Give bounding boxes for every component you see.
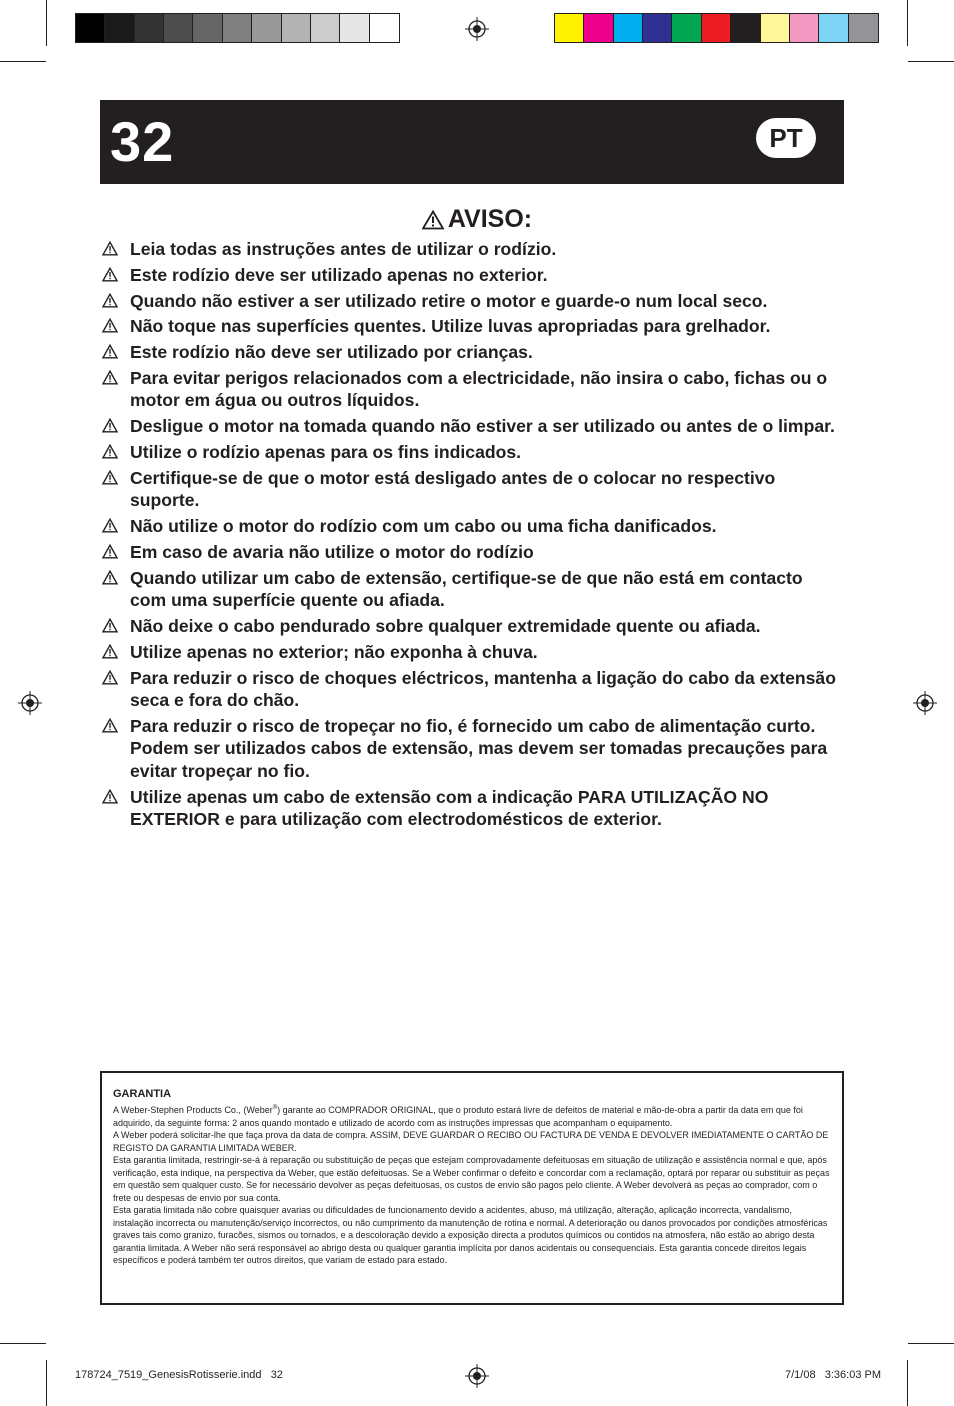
warning-text: Em caso de avaria não utilize o motor do rodízio [130, 541, 534, 562]
color-swatch [164, 14, 193, 42]
crop-mark [0, 61, 46, 62]
page-header [100, 100, 844, 184]
warning-triangle-icon [102, 267, 118, 282]
warning-item [100, 715, 840, 783]
warning-text: Leia todas as instruções antes de utilizar o rodízio. [130, 239, 557, 259]
warning-item [100, 441, 840, 464]
color-swatch [193, 14, 222, 42]
warranty-text: A Weber-Stephen Products Co., (Weber [113, 1105, 273, 1115]
color-swatch [702, 14, 731, 42]
language-badge: PT [756, 118, 816, 158]
warranty-box [100, 1071, 844, 1305]
warning-title [0, 204, 954, 234]
warning-item [100, 238, 840, 261]
crop-mark [907, 1360, 908, 1406]
warning-title-text: AVISO: [447, 205, 533, 233]
color-swatch [819, 14, 848, 42]
warning-triangle-icon [102, 241, 118, 256]
warning-triangle-icon [102, 470, 118, 485]
color-swatch [790, 14, 819, 42]
warning-item [100, 615, 840, 638]
warning-text: Utilize o rodízio apenas para os fins indicados. [130, 442, 522, 463]
slug-timestamp: 7/1/08 3:36:03 PM [784, 1369, 881, 1381]
color-swatch [311, 14, 340, 42]
registered-mark: ® [272, 1105, 278, 1111]
slug-filename: 178724_7519_GenesisRotisserie.indd 32 [75, 1369, 283, 1381]
warning-text: Utilize apenas um cabo de extensão com a indicação PARA UTILIZAÇÃO NO EXTERIOR e para utilização com electrodomésticos de exterior. [130, 786, 769, 830]
registration-mark-icon [913, 691, 937, 715]
crop-mark [907, 0, 908, 46]
registration-mark-icon [465, 1364, 489, 1388]
warning-text: Quando não estiver a ser utilizado retire o motor e guarde-o num local seco. [130, 290, 768, 311]
color-swatch [672, 14, 701, 42]
warning-item [100, 341, 840, 364]
warning-text: Quando utilizar um cabo de extensão, certifique-se de que não está em contacto com uma superfície quente ou afiada. [130, 567, 803, 611]
warranty-paragraph: Esta garatia limitada não cobre quaisquer avarias ou dificuldades de funcionamento devido a acidentes, abuso, má utilização, alteração, aplicação incorrecta, vandalismo, instalação incorrecta ou manutenção/serviço incorrectos, ou não cumprimento da manutenção de rotina e normal. A deterioração ou danos provocados por condições atmosféricas graves tais como granizo, furacões, sismos ou tornados, e a descoloração devido a exposição directa a produtos químicos ou contidos na atmosfera, não estão ao abrigo desta garantia limitada. A Weber não será responsável ao abrigo desta ou qualquer garantia implícita por danos acidentais ou consequenciais. Esta garantia concede direitos legais específicos e poderá também ter outros direitos, que variam de estado para estado. [113, 1205, 828, 1265]
warning-item [100, 641, 840, 664]
warranty-paragraph: Esta garantia limitada, restringir-se-á à reparação ou substituição de peças que estejam comprovadamente defeituosas em situação de utilização e assistência normal e que, após verificação, esta indique, na perspectiva da Weber, que estão defeituosas. Se a Weber confirmar o defeito e concordar com a reclamação, optará por reparar ou substituir as peças em questão sem qualquer custo. Se for necessário devolver as peças defeituosas, os custos de envio são pagos pelo cliente. A Weber devolverá as peças ao comprador, com o frete ou despesas de envio por sua conta. [113, 1155, 830, 1203]
warning-triangle-icon [102, 444, 118, 459]
warning-triangle-icon [102, 570, 118, 585]
page-number: 32 [110, 110, 175, 173]
crop-mark [46, 0, 47, 46]
warning-item [100, 315, 840, 338]
registration-mark-icon [465, 17, 489, 41]
grayscale-bar [75, 13, 400, 43]
warning-triangle-icon [102, 789, 118, 804]
warning-item [100, 667, 840, 712]
warning-text: Para reduzir o risco de tropeçar no fio, é fornecido um cabo de alimentação curto. Podem ser utilizados cabos de extensão, mas devem ser tomadas precauções para evitar tropeçar no fio. [130, 715, 828, 781]
color-swatch [731, 14, 760, 42]
warning-triangle-icon [102, 644, 118, 659]
warning-text: Desligue o motor na tomada quando não estiver a ser utilizado ou antes de o limpar. [130, 416, 835, 437]
warning-text: Certifique-se de que o motor está desligado antes de o colocar no respectivo suporte. [130, 467, 776, 511]
color-swatch [282, 14, 311, 42]
crop-mark [0, 1343, 46, 1344]
warning-item [100, 264, 840, 287]
warning-triangle-icon [102, 344, 118, 359]
registration-mark-icon [18, 691, 42, 715]
warning-triangle-icon [102, 618, 118, 633]
warning-item [100, 515, 840, 538]
warning-text: Para evitar perigos relacionados com a electricidade, não insira o cabo, fichas ou o motor em água ou outros líquidos. [130, 367, 828, 411]
warning-triangle-icon [102, 518, 118, 533]
color-swatch [76, 14, 105, 42]
warning-item [100, 367, 840, 412]
warning-text: Não toque nas superfícies quentes. Utilize luvas apropriadas para grelhador. [130, 316, 771, 337]
warning-item [100, 567, 840, 612]
color-swatch [370, 14, 399, 42]
color-swatch [223, 14, 252, 42]
color-swatch [252, 14, 281, 42]
warning-triangle-icon [102, 418, 118, 433]
crop-mark [46, 1360, 47, 1406]
color-swatch [135, 14, 164, 42]
warranty-title: GARANTIA [113, 1088, 172, 1100]
warning-item [100, 290, 840, 313]
warning-triangle-icon [102, 544, 118, 559]
warning-triangle-icon [102, 293, 118, 308]
warning-text: Este rodízio deve ser utilizado apenas no exterior. [130, 264, 548, 285]
warranty-paragraph: A Weber poderá solicitar-lhe que faça prova da data de compra. ASSIM, DEVE GUARDAR O RECIBO OU FACTURA DE VENDA E DEVOLVER IMEDIATAMENTE O CARTÃO DE REGISTO DA GARANTIA LIMITADA WEBER. [113, 1130, 829, 1153]
warning-triangle-icon [422, 210, 444, 230]
warning-item [100, 467, 840, 512]
color-swatch [340, 14, 369, 42]
warranty-paragraph [113, 1102, 832, 1129]
warning-triangle-icon [102, 670, 118, 685]
color-swatch [849, 14, 878, 42]
color-bar [554, 13, 879, 43]
warning-triangle-icon [102, 370, 118, 385]
warning-triangle-icon [102, 318, 118, 333]
color-swatch [761, 14, 790, 42]
color-swatch [105, 14, 134, 42]
crop-mark [908, 1343, 954, 1344]
warranty-text: ) garante ao COMPRADOR ORIGINAL, que o produto estará livre de defeitos de material e mão-de-obra a partir da data em que foi adquirido, da seguinte forma: 2 anos quando montado e utilizado de acordo com as instruções impressas que acompanham o equipamento. [113, 1105, 803, 1128]
warning-item [100, 415, 840, 438]
color-swatch [643, 14, 672, 42]
warning-triangle-icon [102, 718, 118, 733]
color-swatch [555, 14, 584, 42]
warning-text: Não utilize o motor do rodízio com um cabo ou uma ficha danificados. [130, 516, 717, 537]
warning-text: Para reduzir o risco de choques eléctricos, mantenha a ligação do cabo da extensão seca e fora do chão. [130, 667, 836, 711]
warning-item [100, 541, 840, 564]
warning-text: Este rodízio não deve ser utilizado por crianças. [130, 342, 533, 363]
warning-text: Não deixe o cabo pendurado sobre qualquer extremidade quente ou afiada. [130, 616, 761, 637]
warning-text: Utilize apenas no exterior; não exponha à chuva. [130, 641, 538, 662]
crop-mark [908, 61, 954, 62]
color-swatch [584, 14, 613, 42]
warning-item [100, 786, 840, 831]
color-swatch [614, 14, 643, 42]
warning-list [100, 238, 840, 834]
